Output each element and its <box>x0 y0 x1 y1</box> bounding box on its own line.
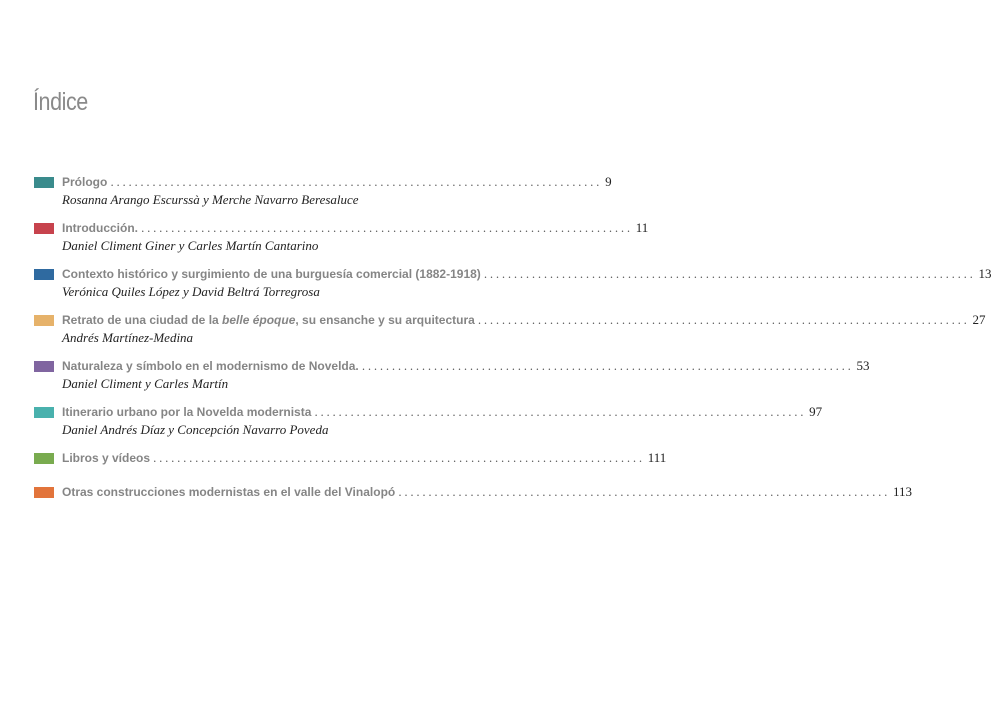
entry-title: Introducción. <box>62 221 138 235</box>
table-of-contents <box>34 174 992 499</box>
toc-entry-introduccion[interactable] <box>34 220 649 254</box>
entry-title-pre: Retrato de una ciudad de la <box>62 313 223 327</box>
color-swatch <box>34 407 54 418</box>
entry-authors: Daniel Climent y Carles Martín <box>62 376 229 391</box>
color-swatch <box>34 487 54 498</box>
dot-leader: .................................................................................. <box>314 406 807 419</box>
dot-leader: .................................................................................. <box>153 452 645 465</box>
entry-authors: Daniel Climent Giner y Carles Martín Cantarino <box>62 238 319 253</box>
toc-entry-libros-videos[interactable] <box>34 450 667 468</box>
entry-title: Libros y vídeos <box>62 451 151 465</box>
color-swatch <box>34 223 54 234</box>
page-number: 111 <box>647 450 667 465</box>
color-swatch <box>34 269 54 280</box>
entry-authors: Rosanna Arango Escurssà y Merche Navarro Beresaluce <box>62 192 359 207</box>
page-number: 11 <box>635 220 649 235</box>
entry-title: Naturaleza y símbolo en el modernismo de Novelda. <box>62 359 359 373</box>
toc-entry-naturaleza[interactable] <box>34 358 870 392</box>
color-swatch <box>34 361 54 372</box>
entry-title: Contexto histórico y surgimiento de una burguesía comercial (1882-1918) <box>62 267 481 281</box>
dot-leader: .................................................................................. <box>477 314 970 327</box>
entry-title: Prólogo <box>62 175 108 189</box>
page-number: 113 <box>892 484 912 499</box>
page-title: Índice <box>33 88 88 116</box>
color-swatch <box>34 315 54 326</box>
entry-authors: Verónica Quiles López y David Beltrá Torregrosa <box>62 284 320 299</box>
toc-entry-retrato[interactable] <box>34 312 986 346</box>
entry-authors: Daniel Andrés Díaz y Concepción Navarro Poveda <box>62 422 329 437</box>
page-number: 9 <box>605 174 612 189</box>
page-number: 27 <box>972 312 986 327</box>
dot-leader: .................................................................................. <box>361 360 854 373</box>
entry-title: Itinerario urbano por la Novelda modernista <box>62 405 312 419</box>
dot-leader: .................................................................................. <box>483 268 976 281</box>
entry-title: Otras construcciones modernistas en el valle del Vinalopó <box>62 485 396 499</box>
color-swatch <box>34 453 54 464</box>
dot-leader: .................................................................................. <box>141 222 633 235</box>
toc-entry-itinerario[interactable] <box>34 404 823 438</box>
toc-entry-prologo[interactable] <box>34 174 612 208</box>
entry-authors: Andrés Martínez-Medina <box>62 330 194 345</box>
entry-title-post: , su ensanche y su arquitectura <box>295 313 475 327</box>
page-number: 53 <box>856 358 870 373</box>
page-number: 13 <box>978 266 992 281</box>
toc-entry-contexto-historico[interactable] <box>34 266 992 300</box>
color-swatch <box>34 177 54 188</box>
entry-title <box>62 313 475 327</box>
dot-leader: .................................................................................. <box>110 176 603 189</box>
dot-leader: .................................................................................. <box>398 486 890 499</box>
page-number: 97 <box>809 404 823 419</box>
toc-entry-otras-construcciones[interactable] <box>34 484 912 502</box>
entry-title-emphasis: belle époque <box>222 313 296 327</box>
